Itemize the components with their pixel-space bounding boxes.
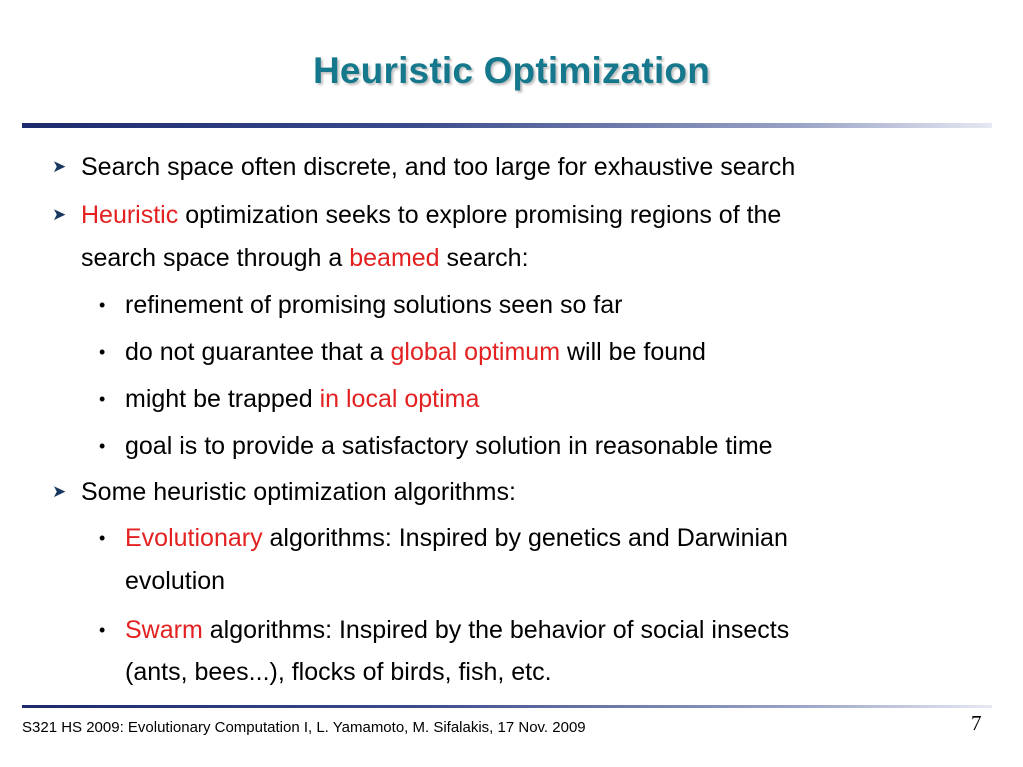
footer-divider	[22, 705, 992, 708]
highlight-swarm: Swarm	[125, 616, 203, 644]
subbullet-swarm-line2: (ants, bees...), flocks of birds, fish, etc.	[125, 658, 552, 686]
subbullet-evolutionary-text: algorithms: Inspired by genetics and Darwinian	[262, 524, 788, 552]
dot-bullet-icon: •	[99, 295, 106, 315]
dot-bullet-icon: •	[99, 620, 106, 640]
slide-title: Heuristic Optimization	[312, 50, 711, 91]
title-divider	[22, 123, 992, 128]
bullet-heuristic	[81, 200, 781, 230]
subbullet-evolutionary-line2: evolution	[125, 567, 226, 595]
bullet-search-space: Search space often discrete, and too large for exhaustive search	[81, 153, 796, 181]
subbullet-goal: goal is to provide a satisfactory solution in reasonable time	[125, 432, 773, 460]
subbullet-swarm	[125, 615, 789, 645]
bullet-heuristic-line2-post: search:	[439, 244, 529, 272]
subbullet-evolutionary	[125, 523, 788, 553]
footer-text: S321 HS 2009: Evolutionary Computation I, L. Yamamoto, M. Sifalakis, 17 Nov. 2009	[22, 719, 586, 736]
dot-bullet-icon: •	[99, 436, 106, 456]
bullet-heuristic-text: optimization seeks to explore promising regions of the	[178, 201, 782, 229]
bullet-heuristic-line2	[81, 243, 529, 273]
bullet-heuristic-line2-pre: search space through a	[81, 244, 350, 272]
dot-bullet-icon: •	[99, 342, 106, 362]
subbullet-guarantee	[125, 337, 706, 367]
subbullet-guarantee-pre: do not guarantee that a	[125, 338, 391, 366]
dot-bullet-icon: •	[99, 389, 106, 409]
subbullet-guarantee-post: will be found	[560, 338, 706, 366]
highlight-evolutionary: Evolutionary	[125, 524, 263, 552]
subbullet-trapped	[125, 384, 479, 414]
arrowhead-bullet-icon: ➤	[52, 205, 67, 224]
subbullet-swarm-text: algorithms: Inspired by the behavior of social insects	[202, 616, 790, 644]
highlight-beamed: beamed	[349, 244, 440, 272]
dot-bullet-icon: •	[99, 528, 106, 548]
highlight-global-optimum: global optimum	[390, 338, 561, 366]
arrowhead-bullet-icon: ➤	[52, 482, 67, 501]
highlight-heuristic: Heuristic	[81, 201, 179, 229]
subbullet-trapped-pre: might be trapped	[125, 385, 320, 413]
arrowhead-bullet-icon: ➤	[52, 157, 67, 176]
highlight-local-optima: in local optima	[319, 385, 480, 413]
page-number: 7	[971, 711, 982, 735]
bullet-algorithms: Some heuristic optimization algorithms:	[81, 478, 516, 506]
subbullet-refinement: refinement of promising solutions seen so far	[125, 291, 623, 319]
